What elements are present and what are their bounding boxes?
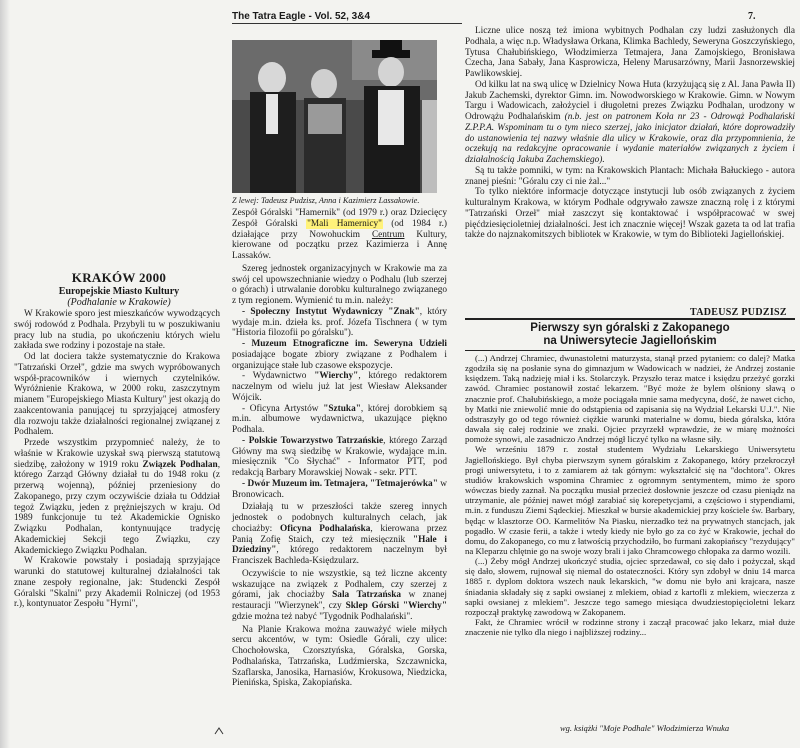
left-paragraph: W Krakowie powstały i posiadają sprzyjające warunki do statutowej kulturalnej działalności tak znane zespoły regionalne, jak: Studencki Zespół Góralski "Skalni" przy Akademii Rolniczej (od 1953 r.), kontynuator Zespołu "Hyrni", [14,556,220,610]
left-column [14,309,220,610]
article-title-line2: na Uniwersytecie Jagiellońskim [543,335,717,347]
article-title-line1: Pierwszy syn góralski z Zakopanego [530,322,730,334]
photo-image [232,40,437,193]
article-paragraph: We wrześniu 1879 r. został studentem Wydziału Lekarskiego Uniwersytetu Jagiellońskiego. Był chyba pierwszym synem góralskim z Zakopanego, który przekroczył progi uniwersytetu, i to z zamiarem aż tak górnym: wykształcić się na "dochtora". Okres studiów krakowskich wspomina Chramiec z ogromnym sentymentem, mimo że sporo wówczas biedy zaznał. Na początku musiał przecież dosłownie jeszcze od czasu pieniądz na utrzymanie, ale później nawet mógł zarabiać się korepetycjami, a częściowo i stypendiami, m.in. z funduszu Ziemi Sądeckiej. Mieszkał w bursie akademickiej przy kościele św. Barbary, będąc w klasztorze OO. Karmelitów Na Piasku, nierzadko też na prywatnych stancjach, jak pogadło. W czasie ferii, a także i wtedy kiedy nie było go za co żyć w Krakowie, jechał do domu, do Zakopanego, co mu z łatwością przychodziło, bo furmani zakopiańscy "rezydujący" na Kleparzu chlętnie go na swoje wozy brali i jako Chramcowego chłopaka za darmo wozili. [465,444,795,556]
right-column [465,26,795,241]
middle-paragraph: Zespół Góralski "Hamernik" (od 1979 r.) oraz Dziecięcy Zespół Góralski "Mali Hamernicy" (od 1984 r.) działające przy Nowohuckim Centrum Kultury, kierowane od początku przez Kazimierza i Annę Lassaków. [232,208,448,261]
middle-column [232,208,447,689]
article-title-chramiec [470,322,790,348]
article-paragraph: Fakt, że Chramiec wrócił w rodzinne strony i zaczął pracować jako lekarz, miał duże znaczenie nie tylko dla niego i najbliższej rodziny... [465,617,795,638]
article-paragraph: (...) Andrzej Chramiec, dwunastoletni maturzysta, stanął przed pytaniem: co dalej? Matka zgodziła się na posłanie syna do gimnazjum w Wadowicach w nadziei, że Andrzej zostanie księdzem. Taką nadzieję miał i ks. Stolarczyk. Przyszło teraz matce i księdzu przeżyć gorzki zawód. Chramiec postanowił zostać lekarzem. "Być może że bylem olśniony sławą o znacznie prof. Chałubińskiego, a może pociągała mnie sama medycyna, dość, że nawet cicho, by Matki nie zniewolić mnie do odstąpienia od zapisania się na Wydział Lekarski U.J.". Nie odstraszyły go od tego również ciężkie warunki materialne w domu, bieda góralska, która dawała się całej rodzinie we znaki. Ojciec przyrzekł wprawdzie, że w miarę możności pomoże synowi, ale zasadniczo Andrzej mógł liczyć tylko na własne siły. [465,353,795,445]
article-paragraph: (...) Żeby mógł Andrzej ukończyć studia, ojciec sprzedawał, co się dało i pożyczał, skąd się dało, słowem, rujnował się niemal do ostateczności. Który syn zdobył w dniu 14 marca 1885 r. dyplom doktora wszech nauk lekarskich, "w domu nie było ani krajcara, nasze śniadania składały się z sapki owsianej z mlekiem, obiad z kartofli z mlekiem, wieczerza z sapki owsianej z mlekiem". Jeszcze tego samego miesiąca dwudziestopięcioletni lekarz rozpoczął praktykę zawodową w Zakopanem. [465,556,795,617]
middle-paragraph: Oczywiście to nie wszystkie, są też liczne akcenty wskazujące na związek z Podhalem, czy szerzej z górami, jak chociażby Sala Tatrzańska w znanej restauracji "Wierzynek", czy Sklep Górski "Wierchy" gdzie można też nabyć "Tygodnik Podhalański". [232,568,448,622]
highlighted-text: "Mali Hamernicy" [307,218,382,229]
middle-paragraph: Na Planie Krakowa można zauważyć wiele miłych sercu akcentów, w tym: Osiedle Górali, czy ulice: Chochołowska, Czorsztyńska, Góralska, Gorska, Podhalańska, Tatrzańska, Ludźmierska, Szczawnicka, Szaflarska, Janosika, Harnasiów, Krokusowa, Niedzicka, Pienińska, Spiska, Zakopiańska. [232,624,447,689]
list-item: - Dwór Muzeum im. Tetmajera, "Tetmajerówka" w Bronowicach. [232,478,447,500]
article-rule-bottom [465,350,795,351]
article-body [465,353,795,637]
header-title: The Tatra Eagle - Vol. 52, 3&4 [232,11,371,22]
left-paragraph: Przede wszystkim przypomnieć należy, że to właśnie w Krakowie uzyskał swą pierwszą statutową siedzibę, założony w 1919 roku Związek Podhalan, którego Zarząd Główny działał tu do 1948 roku (z przerwą wojenną), później przeniesiony do Zakopanego, przy czym oczywiście działa tu Oddział tegoż Związku, jeden z prężniejszych w kraju. Od 1989 funkcjonuje tu też Akademickie Ognisko Związku Podhalan, kontynuujące tradycję Akademickiej Sekcji tego Związku, czy Akademickiego Związku Podhalan. [14,438,221,556]
pen-mark-icon [214,726,224,736]
article-rule-top [465,318,795,320]
photo-caption: Z lewej: Tadeusz Pudzisz, Anna i Kazimierz Lassakowie. [232,196,420,205]
right-paragraph: Od kilku lat na swą ulicę w Dzielnicy Nowa Huta (krzyżującą się z Al. Jana Pawła II) Jakub Zachemski, dyrektor Gimn. im. Nowodworskiego w Krakowie. Gimn. w Nowym Targu i Wadowicach, założyciel i długoletni prezes Związku Podhalan, urodzony w Odrowążu Podhalańskim (n.b. jest on patronem Koła nr 23 - Odrowąż Podhalański Z.P.P.A. Wspominam tu o tym nieco szerzej, jako inicjator działań, które doprowadziły do ustanowienia tej nazwy właśnie dla ulicy w Krakowie, oraz dla przypomnienia, że oczekują na redakcyjne opracowanie i wydanie materiałów związanych z życiem i działalnością Jakuba Zachemskiego). [465,79,795,165]
article-subtitle-italic: (Podhalanie w Krakowie) [67,297,171,308]
scan-edge-shadow [0,0,10,748]
right-paragraph: Liczne ulice noszą też imiona wybitnych Podhalan czy ludzi zasłużonych dla Podhala, a więc n.p. Władysława Orkana, Klimka Bachledy, Seweryna Goszczyńskiego, Tytusa Chałubińskiego, Włodzimierza Tetmajera, Jana Zamojskiego, Bronisława Czecha, Jana Sabały, Jana Kasprowicza, Heleny Marusarzówny, Marii Jasnorzewskiej Pawlikowskiej. [465,26,795,79]
page-number: 7. [748,11,756,22]
list-item: - Muzeum Etnograficzne im. Seweryna Udzieli posiadające bogate zbiory związane z Podhalem i organizujące stałe lub czasowe ekspozycje. [232,339,447,371]
source-citation: wg. książki "Moje Podhale" Włodzimierza Wnuka [560,723,730,733]
list-item: - Oficyna Artystów "Sztuka", której dorobkiem są m.in. albumowe wydawnictwa, ukazujące piękno Podhala. [232,403,447,435]
article-title-krakow: KRAKÓW 2000 [71,270,167,285]
middle-paragraph: Szereg jednostek organizacyjnych w Krakowie ma za swój cel upowszechnianie wiedzy o Podhalu (lub szerzej o górach) i utrwalanie dorobku kulturalnego związanego z tym regionem. Wymienić tu m.in. należy: [232,263,447,306]
list-item: - Społeczny Instytut Wydawniczy "Znak", który wydaje m.in. dzieła ks. prof. Józefa Tischnera ( w tym "Historia filozofii po góralsku"). [232,306,447,339]
list-item: - Polskie Towarzystwo Tatrzańskie, którego Zarząd Główny ma swą siedzibę w Krakowie, wydające m.in. miesięcznik "Co Słychać" - Informator PTT, pod redakcją Barbary Morawskiej Nowak - sekr. PTT. [232,435,447,478]
right-paragraph: To tylko niektóre informacje dotyczące instytucji lub osób związanych z życiem kulturalnym Krakowa, w którym Podhale odgrywało zawsze znaczną rolę i z którymi "Tatrzański Orzeł" miał zaszczyt się kontaktować i współpracować w swej pięćdziesięcioletniej działalności. Jest ich znacznie więcej! Wszak gazeta ta od lat trafia także do najznakomitszych bibliotek w Krakowie, w tym do Biblioteki Jagiellońskiej. [465,187,795,241]
group-photo [232,40,437,193]
header-rule [232,23,462,24]
middle-paragraph: Działają tu w przeszłości także szereg innych jednostek o podobnych kulturalnych celach, jak chociażby: Oficyna Podhalańska, kierowana przez Panią Zofię Staich, czy też miesięcznik "Hale i Dziedziny", którego redaktorem naczelnym był Franciszek Bachleda-Księdzularz. [232,502,448,566]
author-signature: TADEUSZ PUDZISZ [690,307,787,318]
left-paragraph: W Krakowie sporo jest mieszkańców wywodzących swój rodowód z Podhala. Przybyli tu w poszukiwaniu pracy lub na studia, po ukończeniu których wielu zakłada swe rodziny i pozostaje na stałe. [14,309,220,352]
right-paragraph: Są tu także pomniki, w tym: na Krakowskich Plantach: Michała Bałuckiego - autora znanej pieśni: "Góralu czy ci nie żal..." [465,165,795,187]
left-paragraph: Od lat dociera także systematycznie do Krakowa "Tatrzański Orzeł", gdzie ma swych wypróbowanych współ-pracowników i wiernych czytelników. Wyróżnienie Krakowa, w 2000 roku, zaszczytnym mianem "Europejskiego Miasta Kultury" jest okazją do zaakcentowania panującej tu sprzyjającej atmosfery dla rozwoju także działalności regionalnej związanej z Podhalem. [14,352,220,438]
article-subtitle: Europejskie Miasto Kultury [58,286,180,297]
list-item: - Wydawnictwo "Wierchy", którego redaktorem naczelnym od wielu już lat jest Wiesław Aleksander Wójcik. [232,371,448,403]
